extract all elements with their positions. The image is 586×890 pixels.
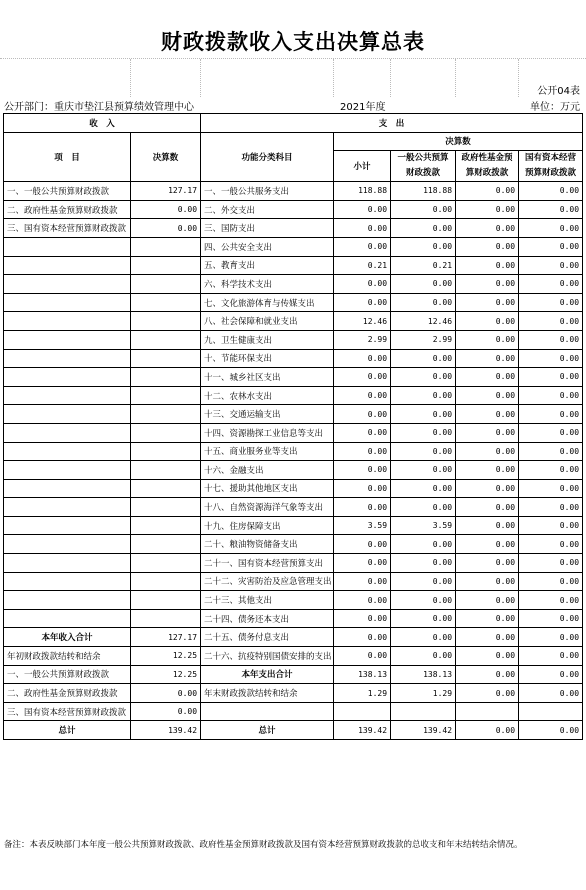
income-amount-cell (131, 405, 201, 424)
expense-item-cell: 二十、粮油物资储备支出 (201, 535, 334, 554)
expense-item-cell: 八、社会保障和就业支出 (201, 312, 334, 331)
table-row (4, 535, 583, 554)
general-fund-cell: 0.00 (391, 275, 456, 294)
gov-fund-cell: 0.00 (456, 423, 519, 442)
state-capital-cell: 0.00 (519, 182, 583, 201)
subtotal-cell: 0.00 (334, 386, 391, 405)
income-item-cell (4, 275, 131, 294)
gov-fund-cell: 0.00 (456, 368, 519, 387)
expense-item-cell: 五、教育支出 (201, 256, 334, 275)
income-item-cell (4, 405, 131, 424)
table-row (4, 479, 583, 498)
income-item-cell: 三、国有资本经营预算财政拨款 (4, 702, 131, 721)
gov-fund-cell: 0.00 (456, 312, 519, 331)
gridline (333, 59, 334, 97)
income-amount-cell (131, 368, 201, 387)
subtotal-cell: 0.00 (334, 479, 391, 498)
general-fund-cell: 12.46 (391, 312, 456, 331)
table-row (4, 349, 583, 368)
gov-fund-cell: 0.00 (456, 516, 519, 535)
expense-item-cell: 十一、城乡社区支出 (201, 368, 334, 387)
table-row (4, 442, 583, 461)
table-row (4, 386, 583, 405)
subtotal-cell: 0.00 (334, 237, 391, 256)
expense-item-cell: 十八、自然资源海洋气象等支出 (201, 498, 334, 517)
income-amount-cell: 127.17 (131, 628, 201, 647)
gov-fund-cell: 0.00 (456, 293, 519, 312)
general-fund-cell (391, 702, 456, 721)
income-item-cell (4, 535, 131, 554)
income-amount-cell (131, 237, 201, 256)
year-label: 2021年度 (340, 102, 386, 113)
gridline (455, 59, 456, 97)
expense-item-cell: 十、节能环保支出 (201, 349, 334, 368)
table-row (4, 498, 583, 517)
income-amount-cell (131, 591, 201, 610)
income-item-cell (4, 591, 131, 610)
income-amount-cell: 127.17 (131, 182, 201, 201)
general-fund-cell: 0.21 (391, 256, 456, 275)
income-amount-cell (131, 423, 201, 442)
table-row (4, 554, 583, 573)
subtotal-cell: 0.00 (334, 461, 391, 480)
expense-item-cell: 六、科学技术支出 (201, 275, 334, 294)
subtotal-cell: 0.00 (334, 368, 391, 387)
subtotal-cell: 0.00 (334, 609, 391, 628)
state-capital-cell: 0.00 (519, 572, 583, 591)
income-item-cell: 一、一般公共预算财政拨款 (4, 665, 131, 684)
expense-header: 支 出 (201, 114, 583, 133)
income-item-cell (4, 237, 131, 256)
gov-fund-cell: 0.00 (456, 628, 519, 647)
income-amount-cell: 0.00 (131, 219, 201, 238)
expense-item-cell: 二十二、灾害防治及应急管理支出 (201, 572, 334, 591)
expense-item-cell: 十四、资源勘探工业信息等支出 (201, 423, 334, 442)
gov-fund-cell: 0.00 (456, 330, 519, 349)
income-item-cell (4, 386, 131, 405)
table-row (4, 368, 583, 387)
income-item-cell (4, 349, 131, 368)
income-item-cell: 二、政府性基金预算财政拨款 (4, 200, 131, 219)
subtotal-cell: 0.00 (334, 219, 391, 238)
state-capital-cell: 0.00 (519, 330, 583, 349)
table-row (4, 405, 583, 424)
footnote: 备注：本表反映部门本年度一般公共预算财政拨款、政府性基金预算财政拨款及国有资本经营预算财政拨款的总收支和年末结转结余情况。 (4, 840, 523, 850)
gov-fund-cell: 0.00 (456, 200, 519, 219)
table-row (4, 275, 583, 294)
gov-fund-header: 政府性基金预算财政拨款 (456, 151, 519, 182)
table-row (4, 312, 583, 331)
subtotal-cell: 0.21 (334, 256, 391, 275)
subtotal-header: 小计 (334, 151, 391, 182)
table-body (4, 182, 583, 740)
subtotal-cell: 0.00 (334, 535, 391, 554)
expense-item-cell: 二十六、抗疫特别国债安排的支出 (201, 647, 334, 666)
general-fund-cell: 0.00 (391, 572, 456, 591)
general-fund-cell: 0.00 (391, 554, 456, 573)
expense-item-cell: 二十一、国有资本经营预算支出 (201, 554, 334, 573)
general-fund-cell: 138.13 (391, 665, 456, 684)
subtotal-cell: 0.00 (334, 498, 391, 517)
subtotal-cell: 2.99 (334, 330, 391, 349)
subtotal-cell: 0.00 (334, 572, 391, 591)
subtotal-cell: 138.13 (334, 665, 391, 684)
general-fund-cell: 0.00 (391, 349, 456, 368)
gov-fund-cell: 0.00 (456, 386, 519, 405)
function-item-header: 功能分类科目 (201, 132, 334, 182)
income-amount-cell (131, 572, 201, 591)
income-amount-cell: 139.42 (131, 721, 201, 740)
gov-fund-cell: 0.00 (456, 721, 519, 740)
gridline (390, 59, 391, 97)
income-amount-cell (131, 293, 201, 312)
expense-item-cell: 总计 (201, 721, 334, 740)
gov-fund-cell: 0.00 (456, 647, 519, 666)
income-amount-cell: 0.00 (131, 200, 201, 219)
table-row (4, 330, 583, 349)
table-row (4, 237, 583, 256)
expense-item-cell (201, 702, 334, 721)
income-item-cell (4, 312, 131, 331)
table-row (4, 647, 583, 666)
general-fund-cell: 0.00 (391, 591, 456, 610)
subtotal-cell: 0.00 (334, 200, 391, 219)
state-capital-cell: 0.00 (519, 591, 583, 610)
subtotal-cell: 0.00 (334, 442, 391, 461)
subtotal-cell: 0.00 (334, 423, 391, 442)
state-capital-cell: 0.00 (519, 721, 583, 740)
gridline (518, 59, 519, 97)
general-fund-cell: 0.00 (391, 535, 456, 554)
income-amount-cell: 12.25 (131, 647, 201, 666)
state-capital-cell: 0.00 (519, 665, 583, 684)
income-amount-cell (131, 461, 201, 480)
expense-item-cell: 年末财政拨款结转和结余 (201, 684, 334, 703)
income-item-cell (4, 479, 131, 498)
general-fund-cell: 0.00 (391, 405, 456, 424)
state-capital-cell: 0.00 (519, 628, 583, 647)
subtotal-cell: 0.00 (334, 349, 391, 368)
gridline (130, 59, 131, 97)
general-fund-cell: 0.00 (391, 368, 456, 387)
income-amount-cell (131, 516, 201, 535)
income-amount-cell (131, 609, 201, 628)
table-row (4, 256, 583, 275)
general-fund-cell: 0.00 (391, 498, 456, 517)
income-item-cell (4, 330, 131, 349)
state-capital-cell: 0.00 (519, 293, 583, 312)
table-row (4, 423, 583, 442)
expense-item-cell: 十三、交通运输支出 (201, 405, 334, 424)
table-row (4, 684, 583, 703)
subtotal-cell (334, 702, 391, 721)
table-row (4, 702, 583, 721)
income-item-cell: 二、政府性基金预算财政拨款 (4, 684, 131, 703)
income-item-cell (4, 554, 131, 573)
subtotal-cell: 1.29 (334, 684, 391, 703)
expense-item-cell: 十九、住房保障支出 (201, 516, 334, 535)
general-fund-cell: 118.88 (391, 182, 456, 201)
income-item-cell (4, 293, 131, 312)
state-capital-cell: 0.00 (519, 684, 583, 703)
state-capital-cell: 0.00 (519, 479, 583, 498)
expense-item-cell: 十七、援助其他地区支出 (201, 479, 334, 498)
income-item-cell (4, 609, 131, 628)
state-capital-cell (519, 702, 583, 721)
subtotal-cell: 0.00 (334, 647, 391, 666)
subtotal-cell: 139.42 (334, 721, 391, 740)
general-fund-cell: 139.42 (391, 721, 456, 740)
state-capital-header: 国有资本经营预算财政拨款 (519, 151, 583, 182)
state-capital-cell: 0.00 (519, 237, 583, 256)
gov-fund-cell: 0.00 (456, 256, 519, 275)
general-fund-cell: 0.00 (391, 293, 456, 312)
gov-fund-cell: 0.00 (456, 609, 519, 628)
gridline (200, 59, 201, 97)
state-capital-cell: 0.00 (519, 349, 583, 368)
income-item-cell (4, 461, 131, 480)
income-item-cell (4, 423, 131, 442)
income-item-cell (4, 256, 131, 275)
table-row (4, 461, 583, 480)
general-fund-header: 一般公共预算财政拨款 (391, 151, 456, 182)
gov-fund-cell: 0.00 (456, 461, 519, 480)
general-fund-cell: 0.00 (391, 628, 456, 647)
income-amount-header: 决算数 (131, 132, 201, 182)
income-item-cell: 三、国有资本经营预算财政拨款 (4, 219, 131, 238)
sheet-gridlines (0, 58, 586, 97)
state-capital-cell: 0.00 (519, 423, 583, 442)
general-fund-cell: 0.00 (391, 386, 456, 405)
expense-item-cell: 二、外交支出 (201, 200, 334, 219)
income-amount-cell: 0.00 (131, 702, 201, 721)
income-amount-cell (131, 535, 201, 554)
general-fund-cell: 0.00 (391, 200, 456, 219)
expense-item-cell: 本年支出合计 (201, 665, 334, 684)
general-fund-cell: 2.99 (391, 330, 456, 349)
form-code: 公开04表 (537, 86, 580, 97)
income-item-cell (4, 442, 131, 461)
state-capital-cell: 0.00 (519, 516, 583, 535)
gov-fund-cell: 0.00 (456, 554, 519, 573)
state-capital-cell: 0.00 (519, 256, 583, 275)
state-capital-cell: 0.00 (519, 461, 583, 480)
expense-item-cell: 一、一般公共服务支出 (201, 182, 334, 201)
general-fund-cell: 0.00 (391, 647, 456, 666)
state-capital-cell: 0.00 (519, 386, 583, 405)
expense-item-cell: 二十三、其他支出 (201, 591, 334, 610)
state-capital-cell: 0.00 (519, 219, 583, 238)
state-capital-cell: 0.00 (519, 498, 583, 517)
state-capital-cell: 0.00 (519, 368, 583, 387)
expense-item-cell: 二十五、债务付息支出 (201, 628, 334, 647)
general-fund-cell: 0.00 (391, 479, 456, 498)
item-header: 项 目 (4, 132, 131, 182)
expense-item-cell: 十五、商业服务业等支出 (201, 442, 334, 461)
income-amount-cell (131, 349, 201, 368)
general-fund-cell: 3.59 (391, 516, 456, 535)
expense-item-cell: 四、公共安全支出 (201, 237, 334, 256)
expense-item-cell: 九、卫生健康支出 (201, 330, 334, 349)
subtotal-cell: 0.00 (334, 591, 391, 610)
expense-item-cell: 三、国防支出 (201, 219, 334, 238)
subtotal-cell: 0.00 (334, 628, 391, 647)
table-row (4, 182, 583, 201)
income-amount-cell (131, 330, 201, 349)
gov-fund-cell: 0.00 (456, 535, 519, 554)
final-header: 决算数 (334, 132, 583, 151)
state-capital-cell: 0.00 (519, 442, 583, 461)
page-title: 财政拨款收入支出决算总表 (161, 30, 425, 54)
state-capital-cell: 0.00 (519, 312, 583, 331)
state-capital-cell: 0.00 (519, 647, 583, 666)
gov-fund-cell: 0.00 (456, 572, 519, 591)
income-amount-cell (131, 442, 201, 461)
income-item-cell (4, 572, 131, 591)
general-fund-cell: 0.00 (391, 609, 456, 628)
income-amount-cell (131, 498, 201, 517)
income-amount-cell (131, 386, 201, 405)
table-row (4, 219, 583, 238)
gov-fund-cell: 0.00 (456, 498, 519, 517)
income-item-cell: 一、一般公共预算财政拨款 (4, 182, 131, 201)
department-label: 公开部门：重庆市垫江县预算绩效管理中心 (4, 102, 194, 113)
gov-fund-cell: 0.00 (456, 684, 519, 703)
subtotal-cell: 3.59 (334, 516, 391, 535)
expense-item-cell: 二十四、债务还本支出 (201, 609, 334, 628)
subtotal-cell: 12.46 (334, 312, 391, 331)
income-amount-cell (131, 312, 201, 331)
general-fund-cell: 0.00 (391, 237, 456, 256)
income-amount-cell (131, 256, 201, 275)
state-capital-cell: 0.00 (519, 609, 583, 628)
subtotal-cell: 118.88 (334, 182, 391, 201)
table-row (4, 628, 583, 647)
general-fund-cell: 1.29 (391, 684, 456, 703)
gov-fund-cell: 0.00 (456, 442, 519, 461)
general-fund-cell: 0.00 (391, 423, 456, 442)
state-capital-cell: 0.00 (519, 405, 583, 424)
expense-item-cell: 十六、金融支出 (201, 461, 334, 480)
income-item-cell (4, 368, 131, 387)
income-amount-cell (131, 275, 201, 294)
income-amount-cell: 12.25 (131, 665, 201, 684)
gov-fund-cell: 0.00 (456, 219, 519, 238)
expense-item-cell: 七、文化旅游体育与传媒支出 (201, 293, 334, 312)
subtotal-cell: 0.00 (334, 554, 391, 573)
income-item-cell: 本年收入合计 (4, 628, 131, 647)
table-row (4, 200, 583, 219)
income-amount-cell: 0.00 (131, 684, 201, 703)
gov-fund-cell: 0.00 (456, 665, 519, 684)
table-row (4, 609, 583, 628)
subtotal-cell: 0.00 (334, 275, 391, 294)
table-row (4, 572, 583, 591)
income-amount-cell (131, 479, 201, 498)
state-capital-cell: 0.00 (519, 535, 583, 554)
income-item-cell (4, 516, 131, 535)
income-amount-cell (131, 554, 201, 573)
state-capital-cell: 0.00 (519, 554, 583, 573)
subtotal-cell: 0.00 (334, 293, 391, 312)
gov-fund-cell: 0.00 (456, 349, 519, 368)
gov-fund-cell: 0.00 (456, 479, 519, 498)
general-fund-cell: 0.00 (391, 442, 456, 461)
income-item-cell: 总计 (4, 721, 131, 740)
unit-label: 单位：万元 (530, 102, 580, 113)
table-row (4, 591, 583, 610)
expense-item-cell: 十二、农林水支出 (201, 386, 334, 405)
general-fund-cell: 0.00 (391, 461, 456, 480)
gov-fund-cell: 0.00 (456, 405, 519, 424)
table-row (4, 516, 583, 535)
gov-fund-cell: 0.00 (456, 237, 519, 256)
gov-fund-cell: 0.00 (456, 275, 519, 294)
subtotal-cell: 0.00 (334, 405, 391, 424)
gov-fund-cell (456, 702, 519, 721)
gov-fund-cell: 0.00 (456, 591, 519, 610)
table-row (4, 293, 583, 312)
gov-fund-cell: 0.00 (456, 182, 519, 201)
state-capital-cell: 0.00 (519, 200, 583, 219)
income-item-cell (4, 498, 131, 517)
table-row (4, 721, 583, 740)
income-header: 收 入 (4, 114, 201, 133)
income-item-cell: 年初财政拨款结转和结余 (4, 647, 131, 666)
table-row (4, 665, 583, 684)
state-capital-cell: 0.00 (519, 275, 583, 294)
budget-table (3, 113, 583, 740)
general-fund-cell: 0.00 (391, 219, 456, 238)
